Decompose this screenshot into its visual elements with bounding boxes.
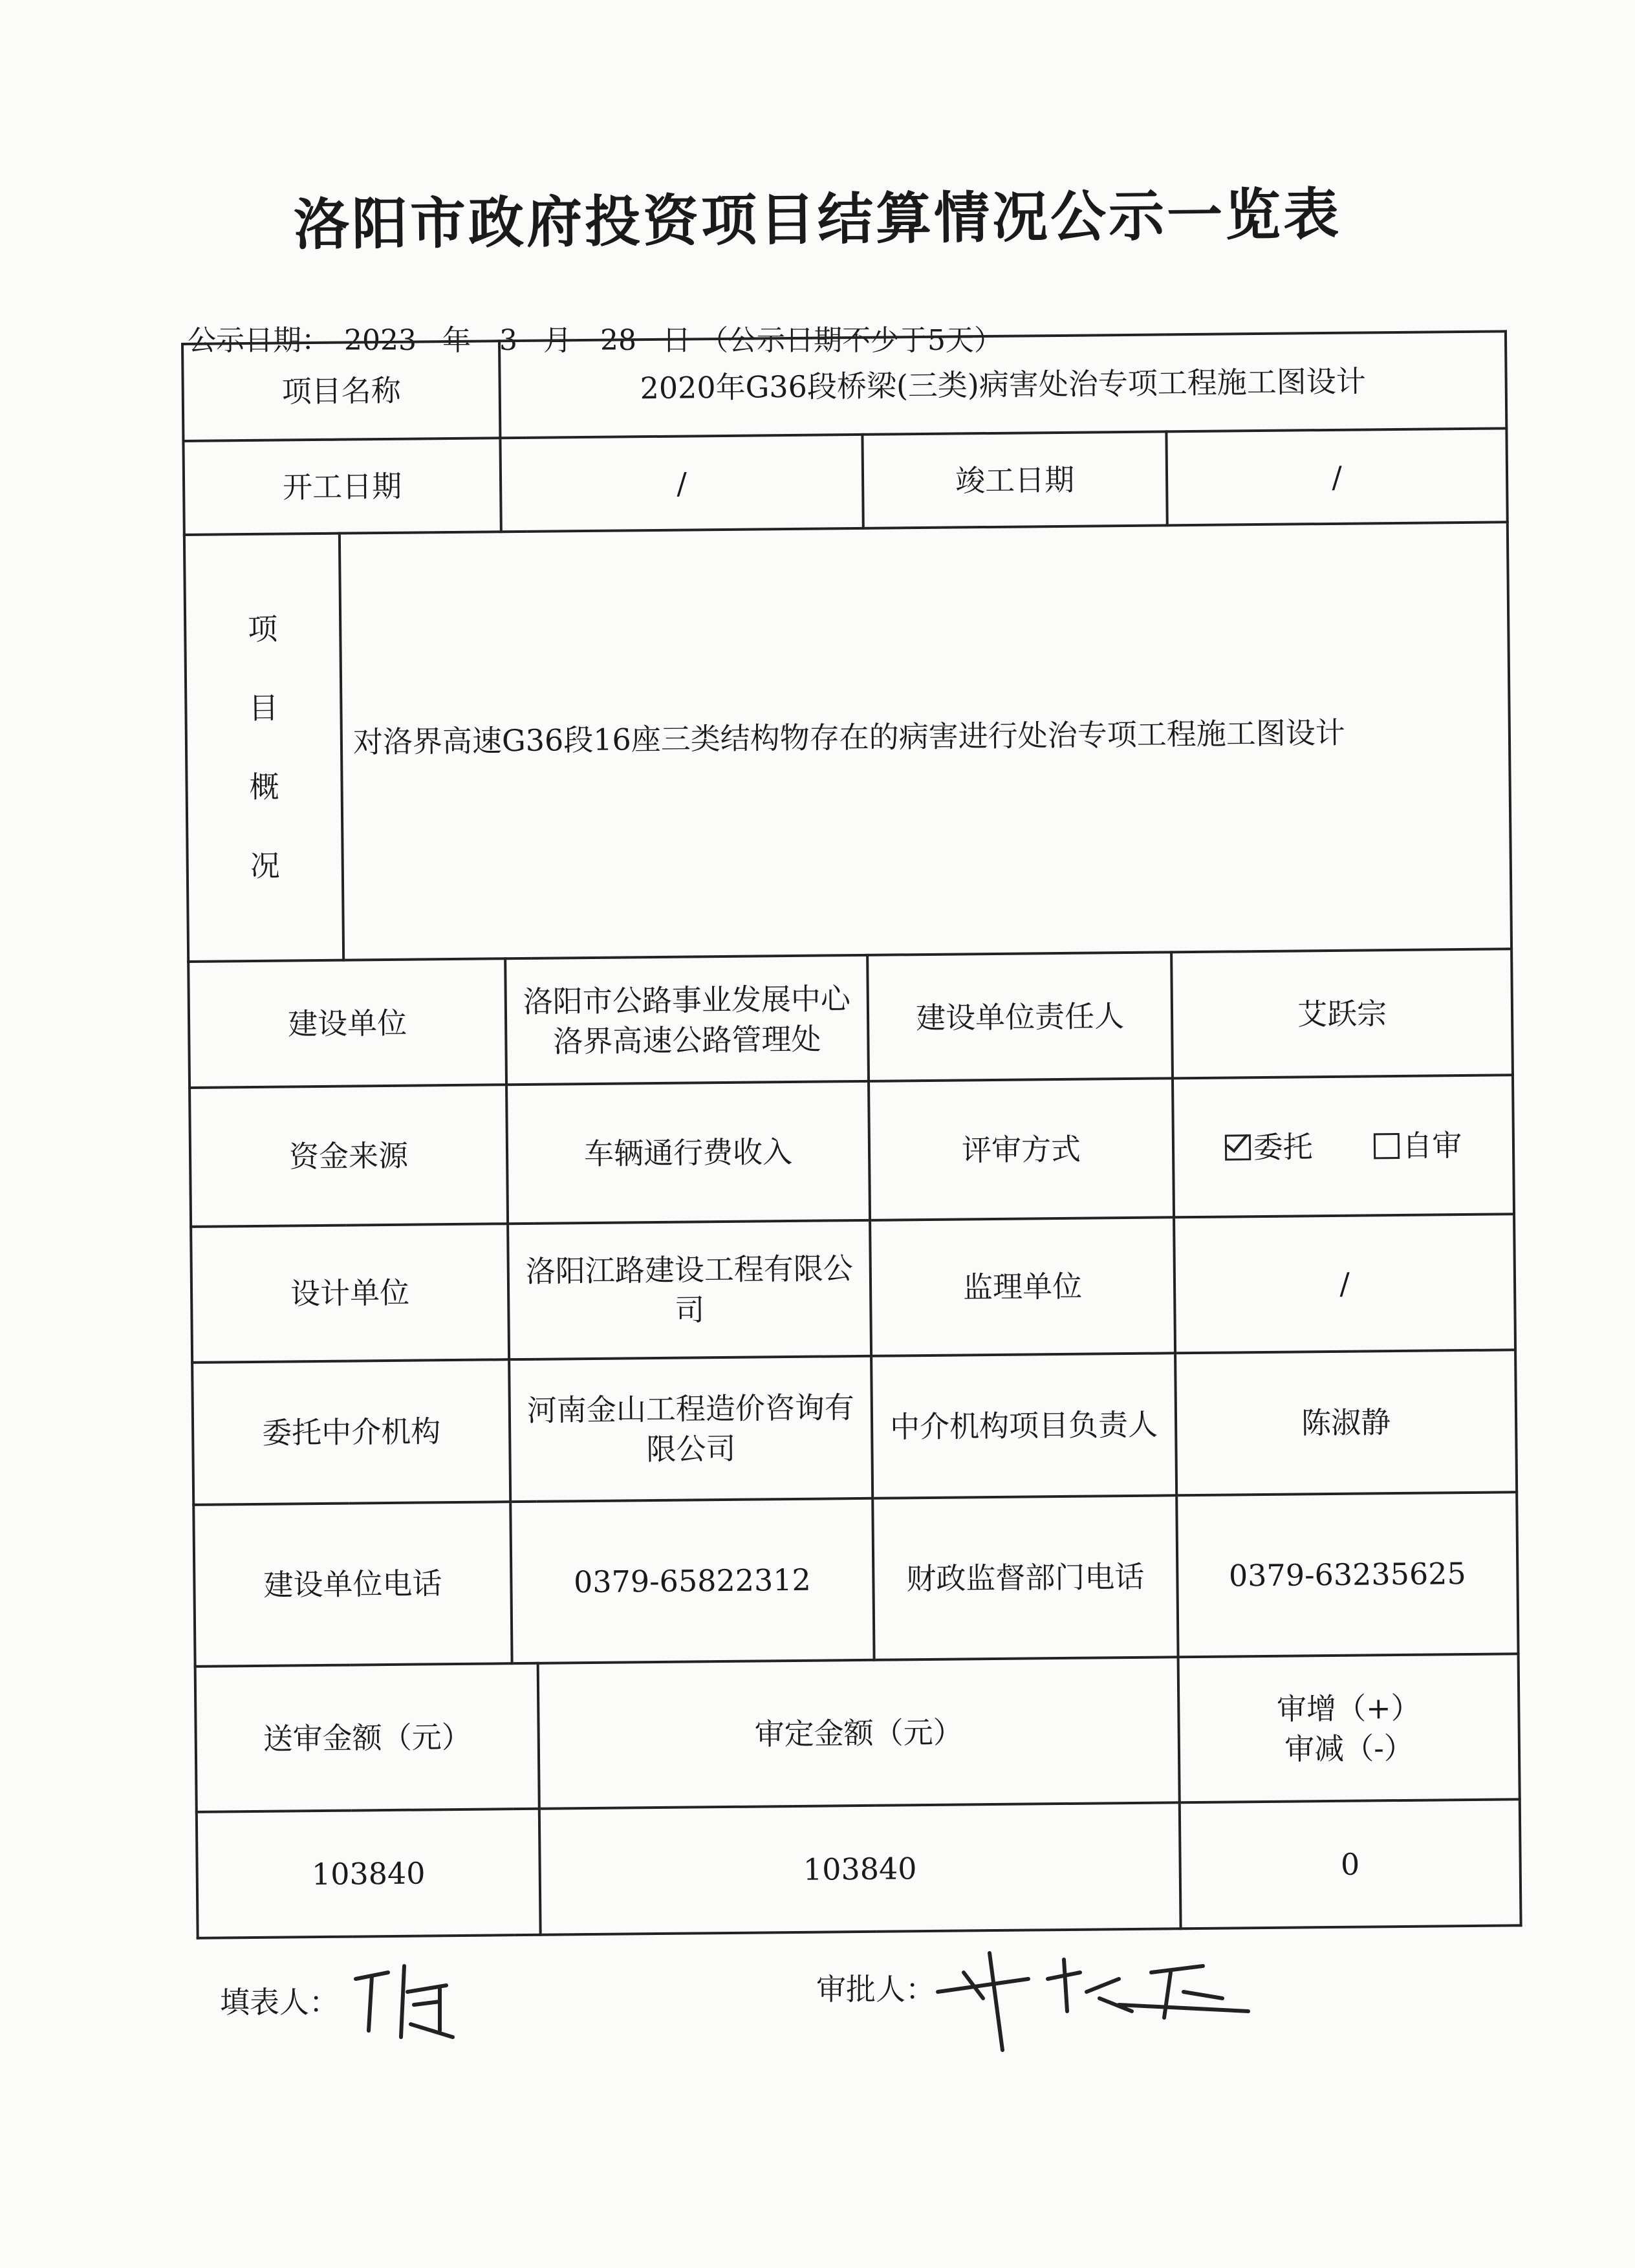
approved-amount-value: 103840 [539,1802,1181,1934]
review-option-entrust[interactable] [1224,1127,1313,1167]
notice-note: （公示日期不少于5天） [699,324,1002,357]
row-builder [188,949,1513,1088]
row-amount-values [197,1799,1521,1938]
row-project-name [182,331,1506,441]
row-funding [189,1075,1514,1227]
project-name-label: 项目名称 [182,341,500,441]
builder-resp-value: 艾跃宗 [1171,949,1513,1078]
funding-value: 车辆通行费收入 [506,1081,870,1224]
agency-lead-label: 中介机构项目负责人 [871,1353,1176,1498]
row-amount-headers [195,1654,1520,1812]
review-option-self-label: 自审 [1402,1127,1462,1163]
builder-phone-value: 0379-65822312 [510,1498,874,1663]
notice-day-unit: 日 [662,324,691,357]
notice-month: 3 [499,324,517,357]
settlement-form [181,330,1520,1960]
decrease-label: 审减（-） [1284,1730,1414,1767]
notice-day: 28 [600,324,636,357]
approver-label: 审批人： [816,1972,935,2007]
supervisor-value: / [1174,1214,1515,1353]
page-title: 洛阳市政府投资项目结算情况公示一览表 [293,182,1342,258]
filler-label: 填表人： [220,1985,339,2020]
builder-value: 洛阳市公路事业发展中心洛界高速公路管理处 [505,955,869,1085]
row-dates [183,428,1507,535]
overview-value: 对洛界高速G36段16座三类结构物存在的病害进行处治专项工程施工图设计 [340,522,1511,960]
agency-lead-value: 陈淑静 [1175,1350,1517,1495]
increase-label: 审增（+） [1276,1690,1421,1727]
overview-label-char: 概 [249,769,279,805]
supervisor-label: 监理单位 [870,1217,1175,1356]
review-method-options [1173,1075,1514,1217]
approver-signature [925,1934,1261,2063]
builder-phone-label: 建设单位电话 [193,1502,512,1667]
row-agency [192,1350,1517,1505]
overview-label-char: 目 [248,690,279,726]
agency-value: 河南金山工程造价咨询有限公司 [509,1356,872,1502]
start-date-label: 开工日期 [183,438,501,535]
approved-amount-label: 审定金额（元） [538,1657,1180,1808]
end-date-value: / [1166,428,1507,525]
project-name-value: 2020年G36段桥梁(三类)病害处治专项工程施工图设计 [499,331,1506,438]
review-option-self[interactable] [1374,1125,1462,1166]
design-value: 洛阳江路建设工程有限公司 [508,1220,871,1359]
row-phones [193,1492,1518,1667]
settlement-table [181,330,1522,1939]
overview-label [184,534,343,962]
overview-label-char: 况 [250,848,281,884]
row-overview [184,522,1511,962]
review-method-label: 评审方式 [869,1078,1174,1220]
overview-label-char: 项 [247,611,278,647]
notice-year-unit: 年 [442,324,471,357]
notice-year: 2023 [344,324,417,357]
finance-phone-label: 财政监督部门电话 [872,1495,1178,1660]
checked-box-icon [1225,1134,1251,1160]
finance-phone-value: 0379-63235625 [1176,1492,1518,1657]
diff-amount-label [1178,1654,1520,1802]
builder-resp-label: 建设单位责任人 [867,952,1173,1081]
row-design [191,1214,1515,1363]
notice-month-unit: 月 [543,324,572,357]
agency-label: 委托中介机构 [192,1359,510,1505]
filler-signature [343,1953,472,2050]
start-date-value: / [500,435,863,532]
end-date-label: 竣工日期 [862,431,1167,528]
empty-box-icon [1374,1132,1400,1158]
submitted-amount-label: 送审金额（元） [195,1663,539,1812]
diff-amount-value: 0 [1180,1799,1521,1928]
submitted-amount-value: 103840 [197,1809,541,1938]
funding-label: 资金来源 [189,1085,508,1227]
notice-date-prefix: 公示日期： [188,324,330,357]
design-label: 设计单位 [191,1224,509,1363]
builder-label: 建设单位 [188,958,506,1088]
review-option-entrust-label: 委托 [1253,1129,1313,1165]
